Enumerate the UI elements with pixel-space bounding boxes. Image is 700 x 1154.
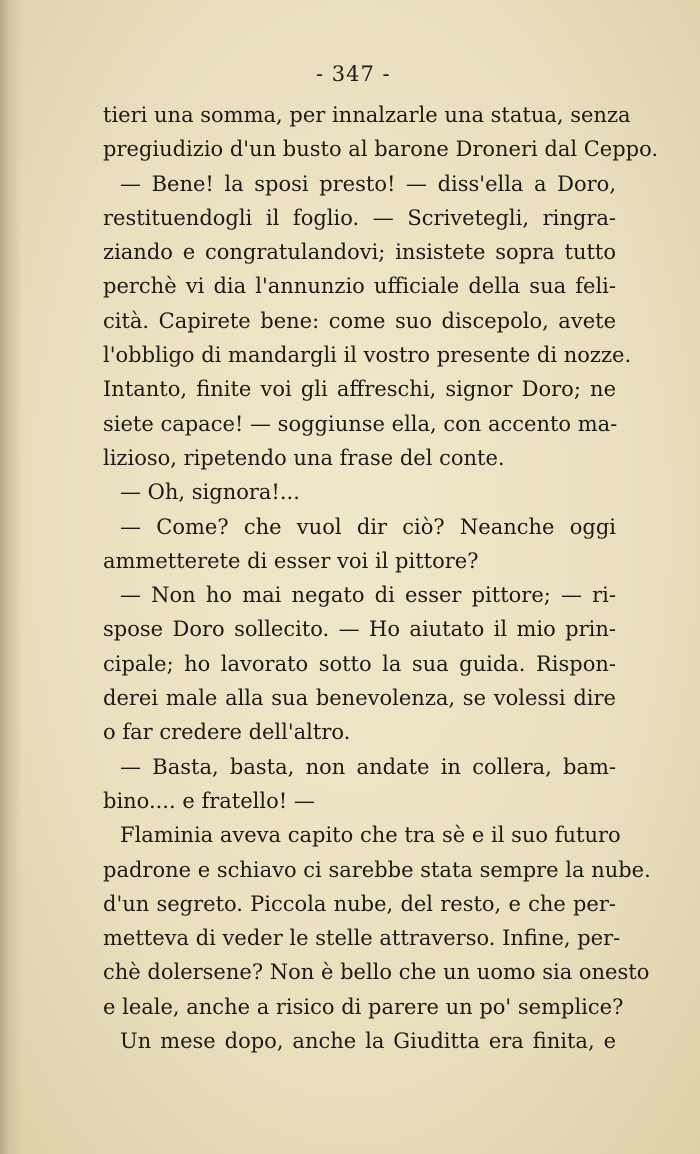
text-line: d'un segreto. Piccola nube, del resto, e che per- [103,891,616,916]
body-text [103,98,659,1058]
text-line: derei male alla sua benevolenza, se volessi dire [103,686,616,711]
text-line: tieri una somma, per innalzarle una statua, senza [103,103,631,127]
text-line: restituendogli il foglio. — Scrivetegli, ringra- [103,205,616,230]
text-line: Flaminia aveva capito che tra sè e il suo futuro [120,823,621,848]
page-number: - 347 - [316,62,391,86]
text-line: lizioso, ripetendo una frase del conte. [103,445,505,470]
text-line: spose Doro sollecito. — Ho aiutato il mio prin- [103,617,616,642]
text-line: l'obbligo di mandargli il vostro presente di nozze. [103,343,632,368]
page-spine-shadow [0,0,22,1154]
text-line: pregiudizio d'un busto al barone Droneri dal Ceppo. [103,137,659,162]
text-line: metteva di veder le stelle attraverso. Infine, per- [103,926,621,951]
text-line: — Bene! la sposi presto! — diss'ella a Doro, [120,171,616,196]
text-line: cipale; ho lavorato sotto la sua guida. Rispon- [103,651,616,676]
text-line: siete capace! — soggiunse ella, con accento ma- [103,411,618,436]
text-line: — Oh, signora!... [120,480,300,505]
text-line: — Come? che vuol dir ciò? Neanche oggi [120,514,616,539]
text-line: Intanto, finite voi gli affreschi, signor Doro; ne [103,377,616,402]
text-line: o far credere dell'altro. [103,720,351,745]
text-line: bino.... e fratello! — [103,788,315,813]
text-line: ammetterete di esser voi il pittore? [103,548,479,573]
text-line: e leale, anche a risico di parere un po' semplice? [103,994,624,1019]
text-line: — Non ho mai negato di esser pittore; — ri- [120,583,616,608]
text-line: chè dolersene? Non è bello che un uomo sia onesto [103,960,650,985]
text-line: — Basta, basta, non andate in collera, bam- [120,754,616,779]
text-line: perchè vi dia l'annunzio ufficiale della sua feli- [103,274,616,299]
text-line: cità. Capirete bene: come suo discepolo, avete [103,308,616,333]
text-line: padrone e schiavo ci sarebbe stata sempre la nube. [103,857,651,882]
text-line: ziando e congratulandovi; insistete sopra tutto [103,240,616,265]
text-line: Un mese dopo, anche la Giuditta era finita, e [120,1029,616,1054]
